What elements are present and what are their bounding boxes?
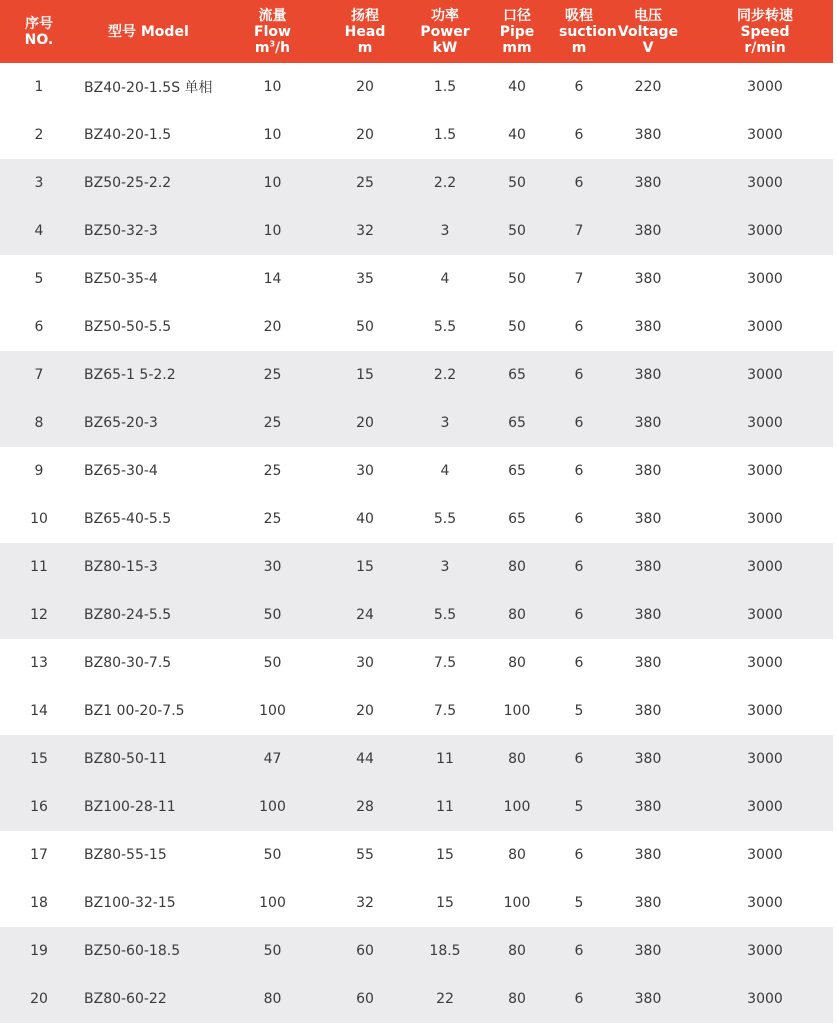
cell-voltage: 380 bbox=[634, 223, 662, 239]
table-row bbox=[0, 639, 833, 687]
cell-head: 32 bbox=[356, 895, 374, 911]
cell-voltage: 380 bbox=[634, 559, 662, 575]
cell-no: 5 bbox=[34, 271, 44, 287]
cell-power: 18.5 bbox=[429, 943, 461, 959]
header-suction: 吸程 suction m bbox=[559, 7, 617, 56]
cell-power: 1.5 bbox=[433, 127, 457, 143]
cell-voltage: 380 bbox=[634, 655, 662, 671]
cell-head: 25 bbox=[356, 175, 374, 191]
cell-model: BZ50-50-5.5 bbox=[84, 319, 172, 335]
cell-voltage: 380 bbox=[634, 175, 662, 191]
cell-suction: 6 bbox=[574, 511, 584, 527]
cell-no: 4 bbox=[34, 223, 44, 239]
table-row bbox=[0, 879, 833, 927]
cell-voltage: 380 bbox=[634, 607, 662, 623]
cell-power: 15 bbox=[436, 847, 454, 863]
cell-no: 18 bbox=[30, 895, 48, 911]
cell-no: 17 bbox=[30, 847, 48, 863]
cell-no: 16 bbox=[30, 799, 48, 815]
cell-power: 1.5 bbox=[433, 79, 457, 95]
cell-voltage: 380 bbox=[634, 127, 662, 143]
table-row bbox=[0, 927, 833, 975]
cell-model: BZ80-60-22 bbox=[84, 991, 167, 1007]
cell-no: 1 bbox=[34, 79, 44, 95]
cell-speed: 3000 bbox=[747, 703, 783, 719]
cell-flow: 25 bbox=[263, 511, 282, 527]
cell-head: 35 bbox=[356, 271, 374, 287]
cell-speed: 3000 bbox=[747, 751, 783, 767]
table-row bbox=[0, 207, 833, 255]
table-body bbox=[0, 63, 833, 1023]
header-pipe: 口径 Pipe mm bbox=[499, 7, 535, 56]
cell-speed: 3000 bbox=[747, 319, 783, 335]
cell-no: 20 bbox=[30, 991, 48, 1007]
cell-pipe: 100 bbox=[503, 799, 531, 815]
cell-suction: 6 bbox=[574, 655, 584, 671]
cell-suction: 6 bbox=[574, 943, 584, 959]
cell-head: 50 bbox=[356, 319, 374, 335]
cell-suction: 5 bbox=[574, 799, 584, 815]
table-row bbox=[0, 735, 833, 783]
table-row bbox=[0, 255, 833, 303]
cell-power: 2.2 bbox=[433, 175, 457, 191]
cell-flow: 50 bbox=[263, 943, 282, 959]
cell-suction: 6 bbox=[574, 847, 584, 863]
cell-speed: 3000 bbox=[747, 655, 783, 671]
cell-power: 11 bbox=[436, 799, 454, 815]
cell-pipe: 65 bbox=[508, 415, 526, 431]
cell-head: 20 bbox=[356, 415, 374, 431]
cell-head: 30 bbox=[356, 463, 374, 479]
cell-pipe: 65 bbox=[508, 511, 526, 527]
cell-flow: 80 bbox=[263, 991, 282, 1007]
cell-pipe: 65 bbox=[508, 367, 526, 383]
cell-pipe: 50 bbox=[508, 175, 526, 191]
cell-model: BZ40-20-1.5S 单相 bbox=[84, 80, 213, 96]
cell-model: BZ50-60-18.5 bbox=[84, 943, 181, 959]
cell-head: 20 bbox=[356, 703, 374, 719]
cell-pipe: 100 bbox=[503, 703, 531, 719]
cell-flow: 10 bbox=[263, 127, 282, 143]
cell-head: 24 bbox=[356, 607, 374, 623]
table-row bbox=[0, 831, 833, 879]
cell-head: 20 bbox=[356, 127, 374, 143]
cell-no: 2 bbox=[34, 127, 44, 143]
cell-model: BZ40-20-1.5 bbox=[84, 127, 172, 143]
cell-voltage: 380 bbox=[634, 703, 662, 719]
cell-suction: 6 bbox=[574, 175, 584, 191]
cell-model: BZ65-40-5.5 bbox=[84, 511, 172, 527]
table-row bbox=[0, 303, 833, 351]
cell-head: 60 bbox=[356, 991, 374, 1007]
header-power: 功率 Power kW bbox=[420, 7, 470, 56]
cell-speed: 3000 bbox=[747, 991, 783, 1007]
cell-voltage: 380 bbox=[634, 367, 662, 383]
cell-suction: 6 bbox=[574, 127, 584, 143]
cell-power: 3 bbox=[440, 223, 450, 239]
cell-head: 44 bbox=[356, 751, 374, 767]
cell-no: 11 bbox=[30, 559, 48, 575]
cell-model: BZ80-30-7.5 bbox=[84, 655, 172, 671]
cell-speed: 3000 bbox=[747, 895, 783, 911]
cell-power: 15 bbox=[436, 895, 454, 911]
cell-model: BZ65-30-4 bbox=[84, 463, 158, 479]
cell-pipe: 80 bbox=[508, 991, 526, 1007]
cell-model: BZ100-32-15 bbox=[84, 895, 176, 911]
cell-power: 4 bbox=[440, 271, 450, 287]
cell-suction: 6 bbox=[574, 991, 584, 1007]
cell-voltage: 380 bbox=[634, 991, 662, 1007]
cell-flow: 100 bbox=[259, 703, 286, 719]
cell-no: 3 bbox=[34, 175, 44, 191]
cell-head: 40 bbox=[356, 511, 374, 527]
cell-model: BZ80-55-15 bbox=[84, 847, 167, 863]
cell-pipe: 65 bbox=[508, 463, 526, 479]
table-row bbox=[0, 543, 833, 591]
cell-voltage: 380 bbox=[634, 895, 662, 911]
cell-suction: 6 bbox=[574, 319, 584, 335]
cell-flow: 10 bbox=[263, 175, 282, 191]
cell-flow: 100 bbox=[259, 895, 286, 911]
cell-flow: 10 bbox=[263, 79, 282, 95]
cell-flow: 20 bbox=[263, 319, 282, 335]
cell-model: BZ1 00-20-7.5 bbox=[84, 703, 185, 719]
cell-suction: 6 bbox=[574, 367, 584, 383]
cell-suction: 5 bbox=[574, 703, 584, 719]
cell-speed: 3000 bbox=[747, 175, 783, 191]
cell-speed: 3000 bbox=[747, 127, 783, 143]
cell-voltage: 380 bbox=[634, 751, 662, 767]
cell-suction: 7 bbox=[574, 223, 584, 239]
table-row bbox=[0, 687, 833, 735]
cell-voltage: 380 bbox=[634, 415, 662, 431]
cell-power: 22 bbox=[436, 991, 454, 1007]
header-model: 型号 Model bbox=[108, 23, 189, 40]
cell-model: BZ80-15-3 bbox=[84, 559, 158, 575]
cell-pipe: 80 bbox=[508, 847, 526, 863]
table-row bbox=[0, 447, 833, 495]
cell-speed: 3000 bbox=[747, 559, 783, 575]
cell-head: 15 bbox=[356, 559, 374, 575]
cell-no: 14 bbox=[30, 703, 48, 719]
cell-pipe: 50 bbox=[508, 319, 526, 335]
table-row bbox=[0, 591, 833, 639]
cell-no: 19 bbox=[30, 943, 48, 959]
cell-voltage: 380 bbox=[634, 511, 662, 527]
cell-flow: 50 bbox=[263, 655, 282, 671]
cell-power: 5.5 bbox=[433, 607, 457, 623]
cell-speed: 3000 bbox=[747, 271, 783, 287]
cell-head: 15 bbox=[356, 367, 374, 383]
cell-voltage: 380 bbox=[634, 943, 662, 959]
cell-model: BZ65-1 5-2.2 bbox=[84, 367, 176, 383]
cell-model: BZ50-35-4 bbox=[84, 271, 158, 287]
cell-head: 20 bbox=[356, 79, 374, 95]
cell-speed: 3000 bbox=[747, 415, 783, 431]
cell-head: 28 bbox=[356, 799, 374, 815]
cell-suction: 6 bbox=[574, 415, 584, 431]
cell-suction: 5 bbox=[574, 895, 584, 911]
table-row bbox=[0, 351, 833, 399]
cell-pipe: 40 bbox=[508, 127, 526, 143]
cell-speed: 3000 bbox=[747, 367, 783, 383]
cell-no: 8 bbox=[34, 415, 44, 431]
table-row bbox=[0, 783, 833, 831]
cell-flow: 14 bbox=[263, 271, 282, 287]
header-speed: 同步转速 Speed r/min bbox=[737, 7, 793, 56]
cell-voltage: 380 bbox=[634, 271, 662, 287]
cell-voltage: 380 bbox=[634, 799, 662, 815]
cell-power: 3 bbox=[440, 559, 450, 575]
cell-flow: 25 bbox=[263, 415, 282, 431]
cell-no: 9 bbox=[34, 463, 44, 479]
table-row bbox=[0, 159, 833, 207]
cell-flow: 50 bbox=[263, 847, 282, 863]
cell-suction: 6 bbox=[574, 463, 584, 479]
cell-model: BZ80-50-11 bbox=[84, 751, 167, 767]
cell-speed: 3000 bbox=[747, 511, 783, 527]
cell-pipe: 80 bbox=[508, 655, 526, 671]
cell-model: BZ50-32-3 bbox=[84, 223, 158, 239]
table-row bbox=[0, 111, 833, 159]
cell-speed: 3000 bbox=[747, 799, 783, 815]
cell-suction: 6 bbox=[574, 559, 584, 575]
table-row bbox=[0, 975, 833, 1023]
cell-voltage: 380 bbox=[634, 847, 662, 863]
cell-model: BZ65-20-3 bbox=[84, 415, 158, 431]
cell-head: 60 bbox=[356, 943, 374, 959]
cell-flow: 47 bbox=[263, 751, 282, 767]
cell-pipe: 80 bbox=[508, 559, 526, 575]
table-row bbox=[0, 495, 833, 543]
cell-pipe: 100 bbox=[503, 895, 531, 911]
header-no: 序号 NO. bbox=[24, 15, 54, 48]
cell-flow: 30 bbox=[263, 559, 282, 575]
header-head: 扬程 Head m bbox=[344, 7, 386, 56]
table-row bbox=[0, 399, 833, 447]
cell-head: 32 bbox=[356, 223, 374, 239]
cell-no: 15 bbox=[30, 751, 48, 767]
header-flow: 流量 Flow $m^3/h$ bbox=[254, 7, 291, 56]
cell-speed: 3000 bbox=[747, 223, 783, 239]
header-voltage: 电压 Voltage V bbox=[617, 7, 679, 56]
cell-pipe: 80 bbox=[508, 943, 526, 959]
cell-model: BZ100-28-11 bbox=[84, 799, 176, 815]
cell-pipe: 40 bbox=[508, 79, 526, 95]
cell-head: 55 bbox=[356, 847, 374, 863]
cell-speed: 3000 bbox=[747, 847, 783, 863]
cell-suction: 7 bbox=[574, 271, 584, 287]
cell-power: 7.5 bbox=[433, 655, 457, 671]
cell-pipe: 80 bbox=[508, 607, 526, 623]
cell-flow: 25 bbox=[263, 367, 282, 383]
cell-power: 5.5 bbox=[433, 319, 457, 335]
cell-power: 4 bbox=[440, 463, 450, 479]
cell-model: BZ80-24-5.5 bbox=[84, 607, 172, 623]
cell-voltage: 380 bbox=[634, 319, 662, 335]
cell-power: 2.2 bbox=[433, 367, 457, 383]
header-row bbox=[0, 0, 833, 63]
cell-head: 30 bbox=[356, 655, 374, 671]
cell-no: 7 bbox=[34, 367, 44, 383]
cell-flow: 25 bbox=[263, 463, 282, 479]
cell-speed: 3000 bbox=[747, 463, 783, 479]
cell-voltage: 380 bbox=[634, 463, 662, 479]
cell-speed: 3000 bbox=[747, 79, 783, 95]
cell-power: 11 bbox=[436, 751, 454, 767]
cell-speed: 3000 bbox=[747, 943, 783, 959]
cell-flow: 50 bbox=[263, 607, 282, 623]
cell-voltage: 220 bbox=[634, 79, 662, 95]
cell-no: 6 bbox=[34, 319, 44, 335]
cell-power: 3 bbox=[440, 415, 450, 431]
cell-no: 12 bbox=[30, 607, 48, 623]
cell-suction: 6 bbox=[574, 607, 584, 623]
cell-pipe: 50 bbox=[508, 271, 526, 287]
cell-power: 5.5 bbox=[433, 511, 457, 527]
cell-speed: 3000 bbox=[747, 607, 783, 623]
cell-no: 10 bbox=[30, 511, 48, 527]
cell-flow: 100 bbox=[259, 799, 286, 815]
cell-power: 7.5 bbox=[433, 703, 457, 719]
cell-model: BZ50-25-2.2 bbox=[84, 175, 172, 191]
cell-no: 13 bbox=[30, 655, 48, 671]
cell-pipe: 50 bbox=[508, 223, 526, 239]
cell-flow: 10 bbox=[263, 223, 282, 239]
table-row bbox=[0, 63, 833, 111]
cell-pipe: 80 bbox=[508, 751, 526, 767]
cell-suction: 6 bbox=[574, 79, 584, 95]
cell-suction: 6 bbox=[574, 751, 584, 767]
